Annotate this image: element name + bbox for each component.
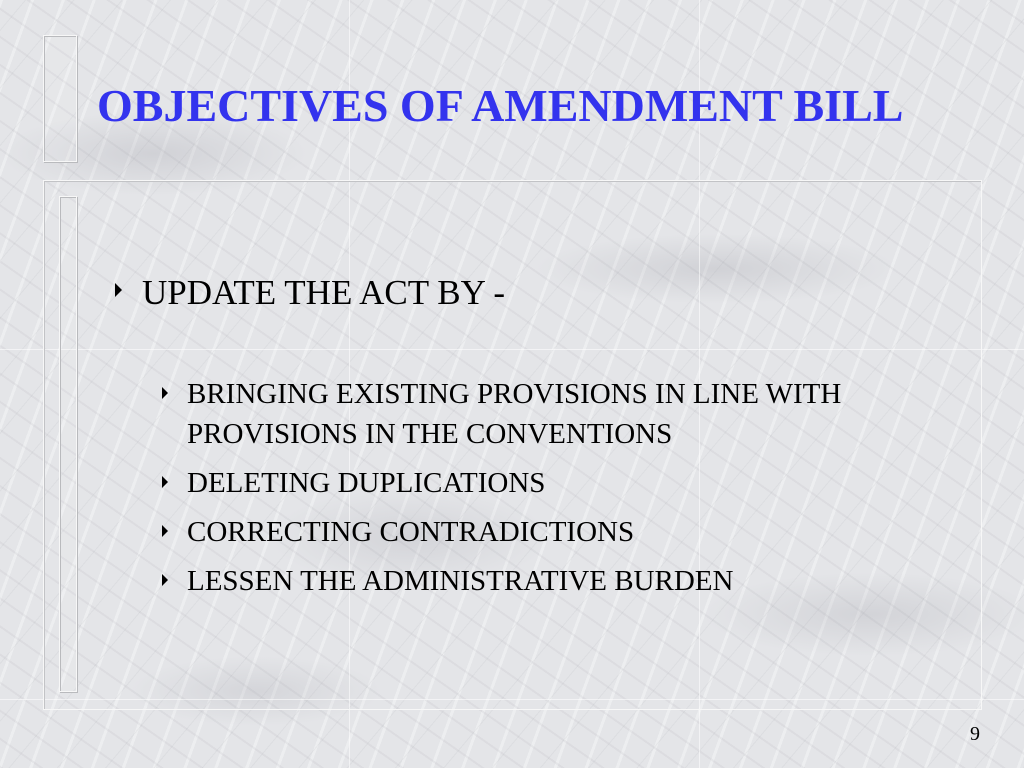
sub-bullet-text: LESSEN THE ADMINISTRATIVE BURDEN — [187, 565, 734, 597]
main-bullet — [115, 271, 505, 315]
triangle-right-icon — [115, 283, 122, 297]
sub-bullet — [162, 374, 887, 454]
sub-bullet — [162, 561, 887, 601]
slide-title: OBJECTIVES OF AMENDMENT BILL — [97, 80, 904, 131]
page-number: 9 — [970, 723, 980, 745]
triangle-right-icon — [162, 525, 168, 537]
triangle-right-icon — [162, 476, 168, 488]
sub-bullet-text: BRINGING EXISTING PROVISIONS IN LINE WITH PROVISIONS IN THE CONVENTIONS — [187, 378, 842, 450]
body-accent-bar — [59, 196, 77, 692]
triangle-right-icon — [162, 387, 168, 399]
title-accent-bar — [43, 35, 77, 162]
triangle-right-icon — [162, 574, 168, 586]
sub-bullet — [162, 463, 887, 503]
sub-bullet-text: DELETING DUPLICATIONS — [187, 467, 546, 499]
main-bullet-text: UPDATE THE ACT BY - — [142, 273, 505, 312]
sub-bullet-text: CORRECTING CONTRADICTIONS — [187, 516, 635, 548]
sub-bullet — [162, 512, 887, 552]
